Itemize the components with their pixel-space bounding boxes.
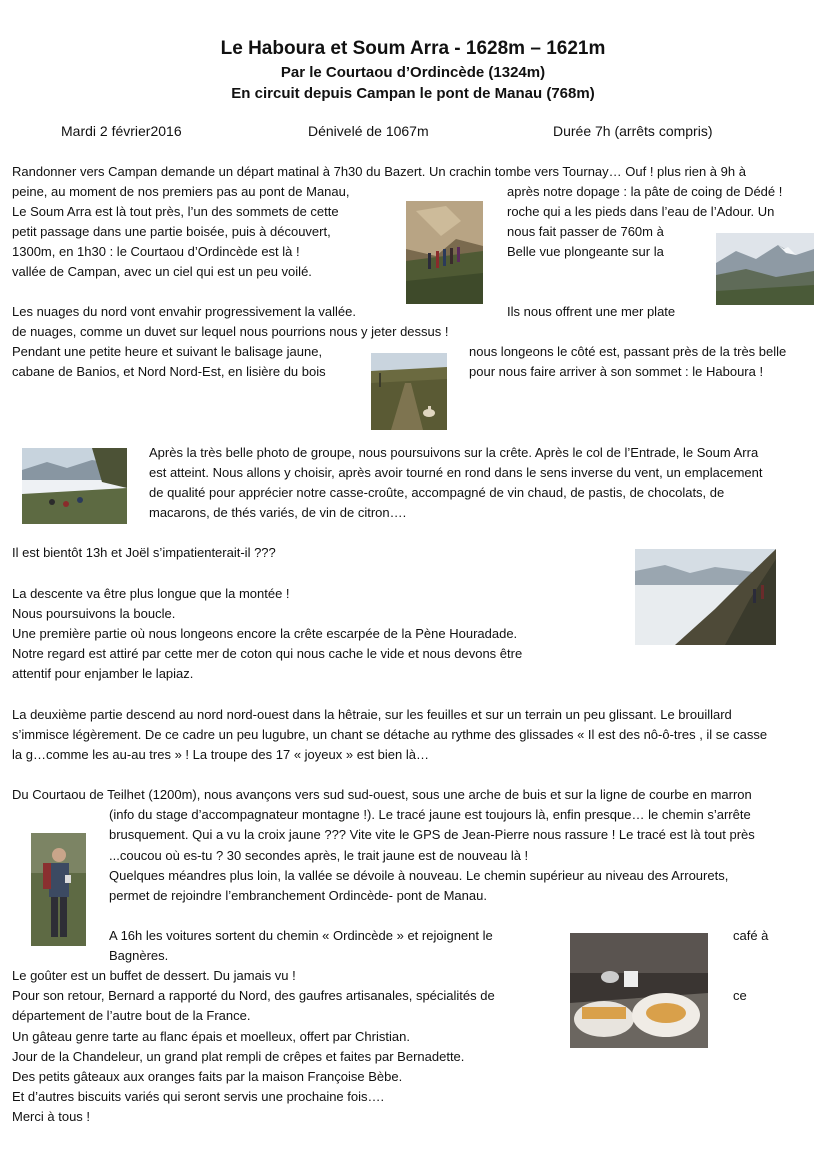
text-line: Notre regard est attiré par cette mer de coton qui nous cache le vide et nous devons être xyxy=(12,646,523,661)
text-line: vallée de Campan, avec un ciel qui est un peu voilé. xyxy=(12,264,312,279)
text-line: ...coucou où es-tu ? 30 secondes après, le trait jaune est de nouveau là ! xyxy=(109,848,529,863)
text-line: café à xyxy=(733,928,769,943)
text-line: cabane de Banios, et Nord Nord-Est, en lisière du bois xyxy=(12,364,326,379)
text-line: Quelques méandres plus loin, la vallée se dévoile à nouveau. Le chemin supérieur au niveau des Arrourets, xyxy=(109,868,729,883)
text-line: Pour son retour, Bernard a rapporté du Nord, des gaufres artisanales, spécialités de xyxy=(12,988,495,1003)
text-line: brusquement. Qui a vu la croix jaune ??? Vite vite le GPS de Jean-Pierre nous rassure ! Le tracé est là tout près xyxy=(109,827,755,842)
photo-valley-view xyxy=(716,233,814,305)
text-line: Merci à tous ! xyxy=(12,1109,91,1124)
hike-elevation: Dénivelé de 1067m xyxy=(308,123,429,139)
photo-trail-with-dog xyxy=(371,353,447,430)
text-line: Bagnères. xyxy=(109,948,169,963)
text-line: attentif pour enjamber le lapiaz. xyxy=(12,666,194,681)
text-line: après notre dopage : la pâte de coing de Dédé ! xyxy=(507,184,783,199)
text-line: Pendant une petite heure et suivant le balisage jaune, xyxy=(12,344,323,359)
text-line: (info du stage d’accompagnateur montagne !). Le tracé jaune est toujours là, enfin presque… le chemin s’arrête xyxy=(109,807,751,822)
photo-hikers-forest-path xyxy=(406,201,483,304)
text-line: La descente va être plus longue que la montée ! xyxy=(12,586,290,601)
photo-hiker-with-gps xyxy=(31,833,86,946)
photo-picnic-above-clouds xyxy=(22,448,127,524)
text-line: Le Soum Arra est là tout près, l’un des sommets de cette xyxy=(12,204,339,219)
photo-crest-sea-of-clouds xyxy=(635,549,776,645)
text-line: de qualité pour apprécier notre casse-croûte, accompagné de vin chaud, de pastis, de chocolats, de xyxy=(149,485,725,500)
text-line: pour nous faire arriver à son sommet : le Haboura ! xyxy=(469,364,764,379)
text-line: roche qui a les pieds dans l’eau de l’Adour. Un xyxy=(507,204,775,219)
text-line: permet de rejoindre l’embranchement Ordincède- pont de Manau. xyxy=(109,888,487,903)
text-line: Les nuages du nord vont envahir progressivement la vallée. xyxy=(12,304,356,319)
document-title: Le Haboura et Soum Arra - 1628m – 1621m xyxy=(220,38,606,59)
text-line: est atteint. Nous allons y choisir, après avoir tourné en rond dans le sens inverse du vent, un emplacement xyxy=(149,465,763,480)
text-line: petit passage dans une partie boisée, puis à découvert, xyxy=(12,224,331,239)
hike-date: Mardi 2 février2016 xyxy=(61,123,182,139)
text-line: La deuxième partie descend au nord nord-ouest dans la hêtraie, sur les feuilles et sur un terrain un peu glissant. Le brouillard xyxy=(12,707,732,722)
text-line: nous longeons le côté est, passant près de la très belle xyxy=(469,344,787,359)
text-line: Belle vue plongeante sur la xyxy=(507,244,664,259)
text-line: macarons, de thés variés, de vin de citron…. xyxy=(149,505,407,520)
text-line: de nuages, comme un duvet sur lequel nous pourrions nous y jeter dessus ! xyxy=(12,324,449,339)
text-line: Le goûter est un buffet de dessert. Du jamais vu ! xyxy=(12,968,296,983)
text-line: peine, au moment de nos premiers pas au pont de Manau, xyxy=(12,184,350,199)
text-line: Il est bientôt 13h et Joël s’impatienterait-il ??? xyxy=(12,545,276,560)
text-line: s’immisce légèrement. De ce cadre un peu lugubre, un chant se détache au rythme des glissades « Il est des nô-ô-tres , il se casse xyxy=(12,727,768,742)
text-line: la g…comme les au-au tres » ! La troupe des 17 « joyeux » est bien là… xyxy=(12,747,429,762)
text-line: nous fait passer de 760m à xyxy=(507,224,664,239)
text-line: Une première partie où nous longeons encore la crête escarpée de la Pène Houradade. xyxy=(12,626,518,641)
text-line: Un gâteau genre tarte au flanc épais et moelleux, offert par Christian. xyxy=(12,1029,410,1044)
text-line: ce xyxy=(733,988,747,1003)
text-line: 1300m, en 1h30 : le Courtaou d’Ordincède est là ! xyxy=(12,244,300,259)
text-line: Randonner vers Campan demande un départ matinal à 7h30 du Bazert. Un crachin tombe vers Tournay… Ouf ! plus rien à 9h à xyxy=(12,164,746,179)
photo-dessert-buffet xyxy=(570,933,708,1048)
document-subtitle-circuit: En circuit depuis Campan le pont de Manau (768m) xyxy=(231,85,595,102)
text-line: Jour de la Chandeleur, un grand plat rempli de crêpes et faites par Bernadette. xyxy=(12,1049,465,1064)
text-line: A 16h les voitures sortent du chemin « Ordincède » et rejoignent le xyxy=(109,928,493,943)
text-line: Et d’autres biscuits variés qui seront servis une prochaine fois…. xyxy=(12,1089,385,1104)
text-line: Après la très belle photo de groupe, nous poursuivons sur la crête. Après le col de l’Entrade, le Soum Arra xyxy=(149,445,759,460)
text-line: Ils nous offrent une mer plate xyxy=(507,304,676,319)
hike-duration: Durée 7h (arrêts compris) xyxy=(553,123,713,139)
text-line: Du Courtaou de Teilhet (1200m), nous avançons vers sud sud-ouest, sous une arche de buis et sur la ligne de courbe en marron xyxy=(12,787,752,802)
text-line: Nous poursuivons la boucle. xyxy=(12,606,176,621)
text-line: département de l’autre bout de la France. xyxy=(12,1008,251,1023)
text-line: Des petits gâteaux aux oranges faits par la maison Françoise Bèbe. xyxy=(12,1069,403,1084)
document-subtitle-route: Par le Courtaou d’Ordincède (1324m) xyxy=(280,64,546,81)
